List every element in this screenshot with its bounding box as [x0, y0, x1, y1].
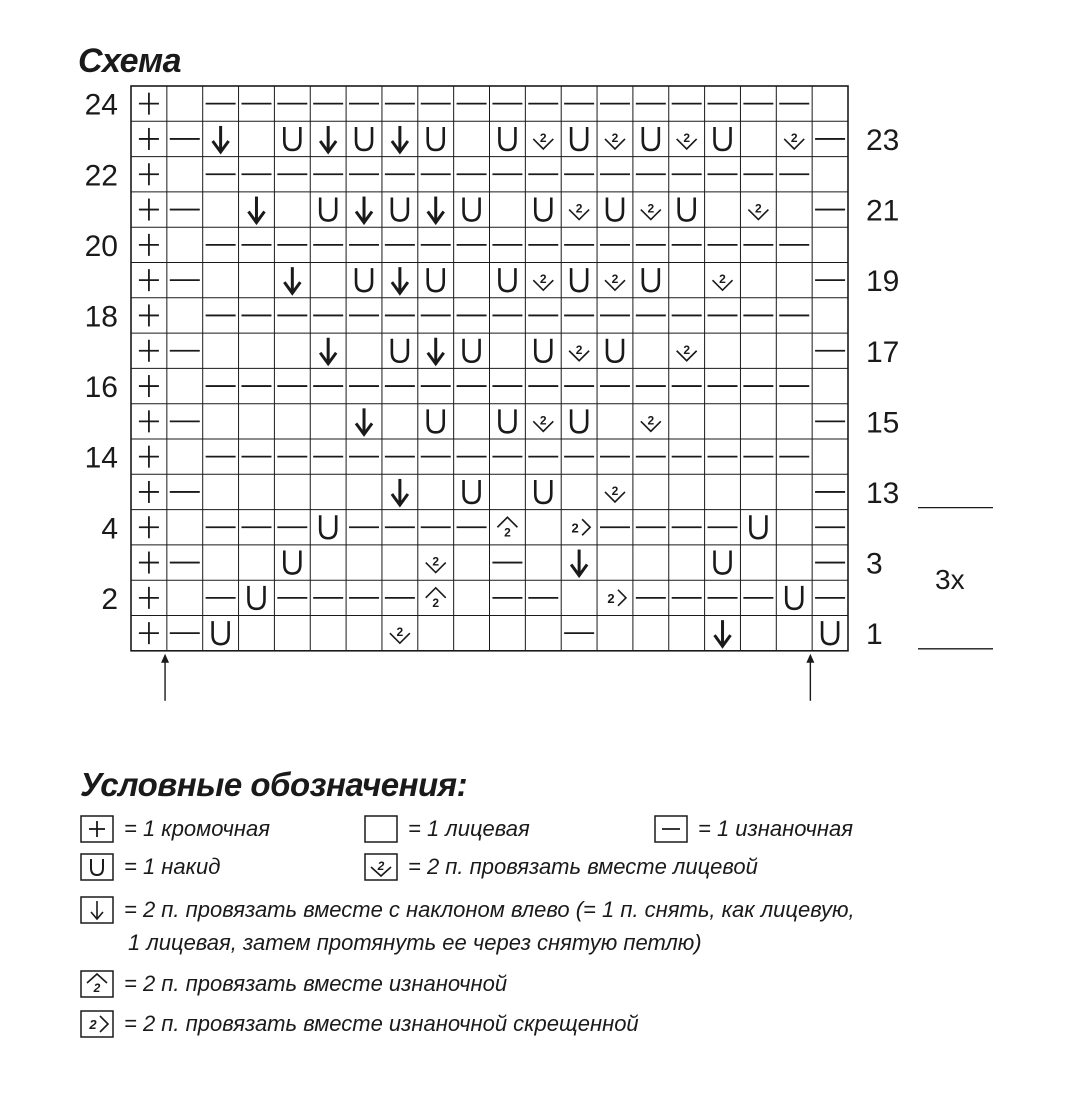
row-number-label: 2	[101, 582, 118, 616]
legend-label-edge: = 1 кромочная	[124, 816, 270, 841]
row-number-label: 23	[866, 123, 900, 157]
svg-text:2: 2	[647, 413, 655, 428]
yarn-over-cell	[248, 586, 264, 609]
k2tog-left-cell	[571, 550, 587, 576]
legend-item-purl	[654, 815, 853, 843]
yarn-over-cell	[356, 268, 372, 291]
k2tog-cell	[533, 413, 553, 431]
p2tog-icon	[80, 970, 114, 998]
yarn-over-cell	[643, 268, 659, 291]
k2tog-left-cell	[320, 338, 336, 364]
k2tog-cell	[390, 625, 410, 643]
yarn-over-cell	[715, 551, 731, 574]
svg-text:2: 2	[396, 625, 404, 640]
svg-text:2: 2	[683, 342, 691, 357]
edge-stitch-cell	[139, 481, 159, 503]
row-number-label: 1	[866, 618, 883, 652]
svg-text:2: 2	[539, 130, 547, 145]
k2tog-cell	[713, 272, 733, 290]
knit-icon	[364, 815, 398, 843]
p2tog-crossed-icon	[80, 1010, 114, 1038]
k2tog-cell	[677, 131, 697, 149]
yarn-over-cell	[499, 268, 515, 291]
yarn-over-cell	[320, 515, 336, 538]
repeat-boundary-arrow-icon	[806, 654, 814, 701]
yarn-over-cell	[320, 198, 336, 221]
p2tog-cell	[426, 588, 446, 610]
row-number-label: 21	[866, 194, 900, 228]
k2tog-cell	[533, 272, 553, 290]
svg-text:2: 2	[607, 590, 615, 606]
legend-item-yarn-over	[80, 853, 220, 881]
yarn-over-cell	[499, 127, 515, 150]
legend-label-k2tog: = 2 п. провязать вместе лицевой	[408, 854, 758, 879]
edge-stitch-cell	[139, 199, 159, 221]
k2tog-icon	[364, 853, 398, 881]
legend-item-p2tog	[80, 970, 507, 998]
yarn-over-cell	[679, 198, 695, 221]
edge-stitch-cell	[139, 552, 159, 574]
yarn-over-cell	[392, 339, 408, 362]
yarn-over-cell	[571, 127, 587, 150]
row-number-label: 19	[866, 265, 900, 299]
row-number-label: 16	[84, 371, 118, 405]
legend-label-knit: = 1 лицевая	[408, 816, 530, 841]
yarn-over-cell	[392, 198, 408, 221]
svg-text:2: 2	[432, 554, 440, 569]
legend-item-knit	[364, 815, 530, 843]
yarn-over-cell	[607, 339, 623, 362]
edge-stitch-cell	[139, 375, 159, 397]
legend-label-p2tog: = 2 п. провязать вместе изнаночной	[124, 971, 508, 996]
legend-item-edge	[80, 815, 270, 843]
legend-label-p2tog-crossed: = 2 п. провязать вместе изнаночной скрещенной	[124, 1011, 639, 1036]
svg-text:2: 2	[719, 272, 726, 287]
legend-label-k2tog-left-continued: 1 лицевая, затем протянуть ее через снятую петлю)	[128, 930, 702, 955]
yarn-over-cell	[428, 127, 444, 150]
yarn-over-cell	[750, 515, 766, 538]
k2tog-left-cell	[284, 267, 300, 293]
p2tog-crossed-cell	[607, 590, 626, 606]
svg-text:2: 2	[432, 595, 440, 610]
k2tog-cell	[569, 343, 589, 361]
row-number-label: 14	[84, 441, 118, 475]
k2tog-left-cell	[428, 197, 444, 223]
yarn-over-cell	[786, 586, 802, 609]
svg-text:2: 2	[790, 130, 798, 145]
k2tog-cell	[784, 131, 804, 149]
svg-text:2: 2	[575, 342, 583, 357]
k2tog-left-cell	[392, 267, 408, 293]
k2tog-left-cell	[356, 197, 372, 223]
row-number-label: 3	[866, 547, 883, 581]
k2tog-left-cell	[392, 126, 408, 152]
svg-text:2: 2	[647, 201, 655, 216]
purl-icon	[654, 815, 688, 843]
p2tog-cell	[497, 517, 517, 539]
yarn-over-cell	[607, 198, 623, 221]
svg-text:2: 2	[611, 130, 619, 145]
k2tog-cell	[605, 272, 625, 290]
row-number-label: 4	[101, 512, 118, 546]
edge-stitch-cell	[139, 304, 159, 326]
edge-stitch-cell	[139, 446, 159, 468]
k2tog-left-cell	[356, 408, 372, 434]
p2tog-crossed-cell	[572, 519, 591, 535]
edge-stitch-cell	[139, 93, 159, 115]
svg-text:2: 2	[377, 859, 385, 873]
svg-text:2: 2	[93, 981, 101, 995]
edge-stitch-cell	[139, 128, 159, 150]
svg-text:2: 2	[575, 201, 583, 216]
edge-stitch-cell	[139, 516, 159, 538]
yarn-over-cell	[571, 268, 587, 291]
edge-stitch-cell	[139, 163, 159, 185]
k2tog-cell	[677, 343, 697, 361]
legend-item-p2tog-crossed	[80, 1010, 639, 1038]
row-number-label: 13	[866, 476, 900, 510]
k2tog-left-cell	[715, 620, 731, 646]
repeat-label: 3x	[935, 564, 965, 596]
svg-text:2: 2	[683, 130, 691, 145]
yarn-over-cell	[464, 198, 480, 221]
k2tog-cell	[426, 555, 446, 573]
legend-label-purl: = 1 изнаночная	[698, 816, 853, 841]
yarn-over-cell	[643, 127, 659, 150]
k2tog-cell	[748, 202, 768, 220]
yarn-over-cell	[535, 480, 551, 503]
legend-label-yarn-over: = 1 накид	[124, 854, 221, 879]
k2tog-left-cell	[213, 126, 229, 152]
svg-text:2: 2	[539, 413, 547, 428]
yarn-over-cell	[464, 480, 480, 503]
k2tog-cell	[605, 131, 625, 149]
yarn-over-cell	[535, 198, 551, 221]
edge-stitch-cell	[139, 340, 159, 362]
edge-stitch-cell	[139, 410, 159, 432]
svg-text:2: 2	[611, 272, 619, 287]
yarn-over-cell	[571, 409, 587, 432]
legend-title: Условные обозначения:	[80, 766, 468, 803]
svg-text:2: 2	[571, 520, 579, 536]
k2tog-cell	[641, 202, 661, 220]
yarn-over-cell	[356, 127, 372, 150]
row-number-label: 22	[84, 159, 118, 193]
yarn-over-icon	[80, 853, 114, 881]
yarn-over-cell	[715, 127, 731, 150]
k2tog-cell	[569, 202, 589, 220]
yarn-over-cell	[213, 621, 229, 644]
svg-text:2: 2	[755, 201, 762, 216]
edge-stitch-cell	[139, 234, 159, 256]
legend-item-k2tog-left	[80, 896, 855, 924]
chart-title: Схема	[78, 42, 182, 80]
repeat-boundary-arrow-icon	[161, 654, 169, 701]
row-number-label: 18	[84, 300, 118, 334]
arrow-down-icon	[80, 896, 114, 924]
row-number-label: 20	[84, 229, 118, 263]
k2tog-cell	[605, 484, 625, 502]
svg-text:2: 2	[504, 525, 511, 540]
yarn-over-cell	[464, 339, 480, 362]
k2tog-left-cell	[248, 197, 264, 223]
svg-text:2: 2	[539, 272, 547, 287]
yarn-over-cell	[428, 409, 444, 432]
edge-stitch-cell	[139, 269, 159, 291]
k2tog-left-cell	[392, 479, 408, 505]
legend-item-k2tog	[364, 853, 758, 881]
row-number-label: 24	[84, 88, 118, 122]
edge-stitch-cell	[139, 622, 159, 644]
svg-text:2: 2	[89, 1017, 97, 1032]
k2tog-left-cell	[320, 126, 336, 152]
yarn-over-cell	[284, 127, 300, 150]
yarn-over-cell	[428, 268, 444, 291]
legend-label-k2tog-left: = 2 п. провязать вместе с наклоном влево (= 1 п. снять, как лицевую,	[124, 897, 855, 922]
yarn-over-cell	[822, 621, 838, 644]
edge-stitch-icon	[80, 815, 114, 843]
k2tog-left-cell	[428, 338, 444, 364]
svg-text:2: 2	[611, 483, 619, 498]
k2tog-cell	[641, 413, 661, 431]
k2tog-cell	[533, 131, 553, 149]
row-number-label: 15	[866, 406, 900, 440]
row-number-label: 17	[866, 335, 900, 369]
yarn-over-cell	[284, 551, 300, 574]
yarn-over-cell	[499, 409, 515, 432]
yarn-over-cell	[535, 339, 551, 362]
edge-stitch-cell	[139, 587, 159, 609]
